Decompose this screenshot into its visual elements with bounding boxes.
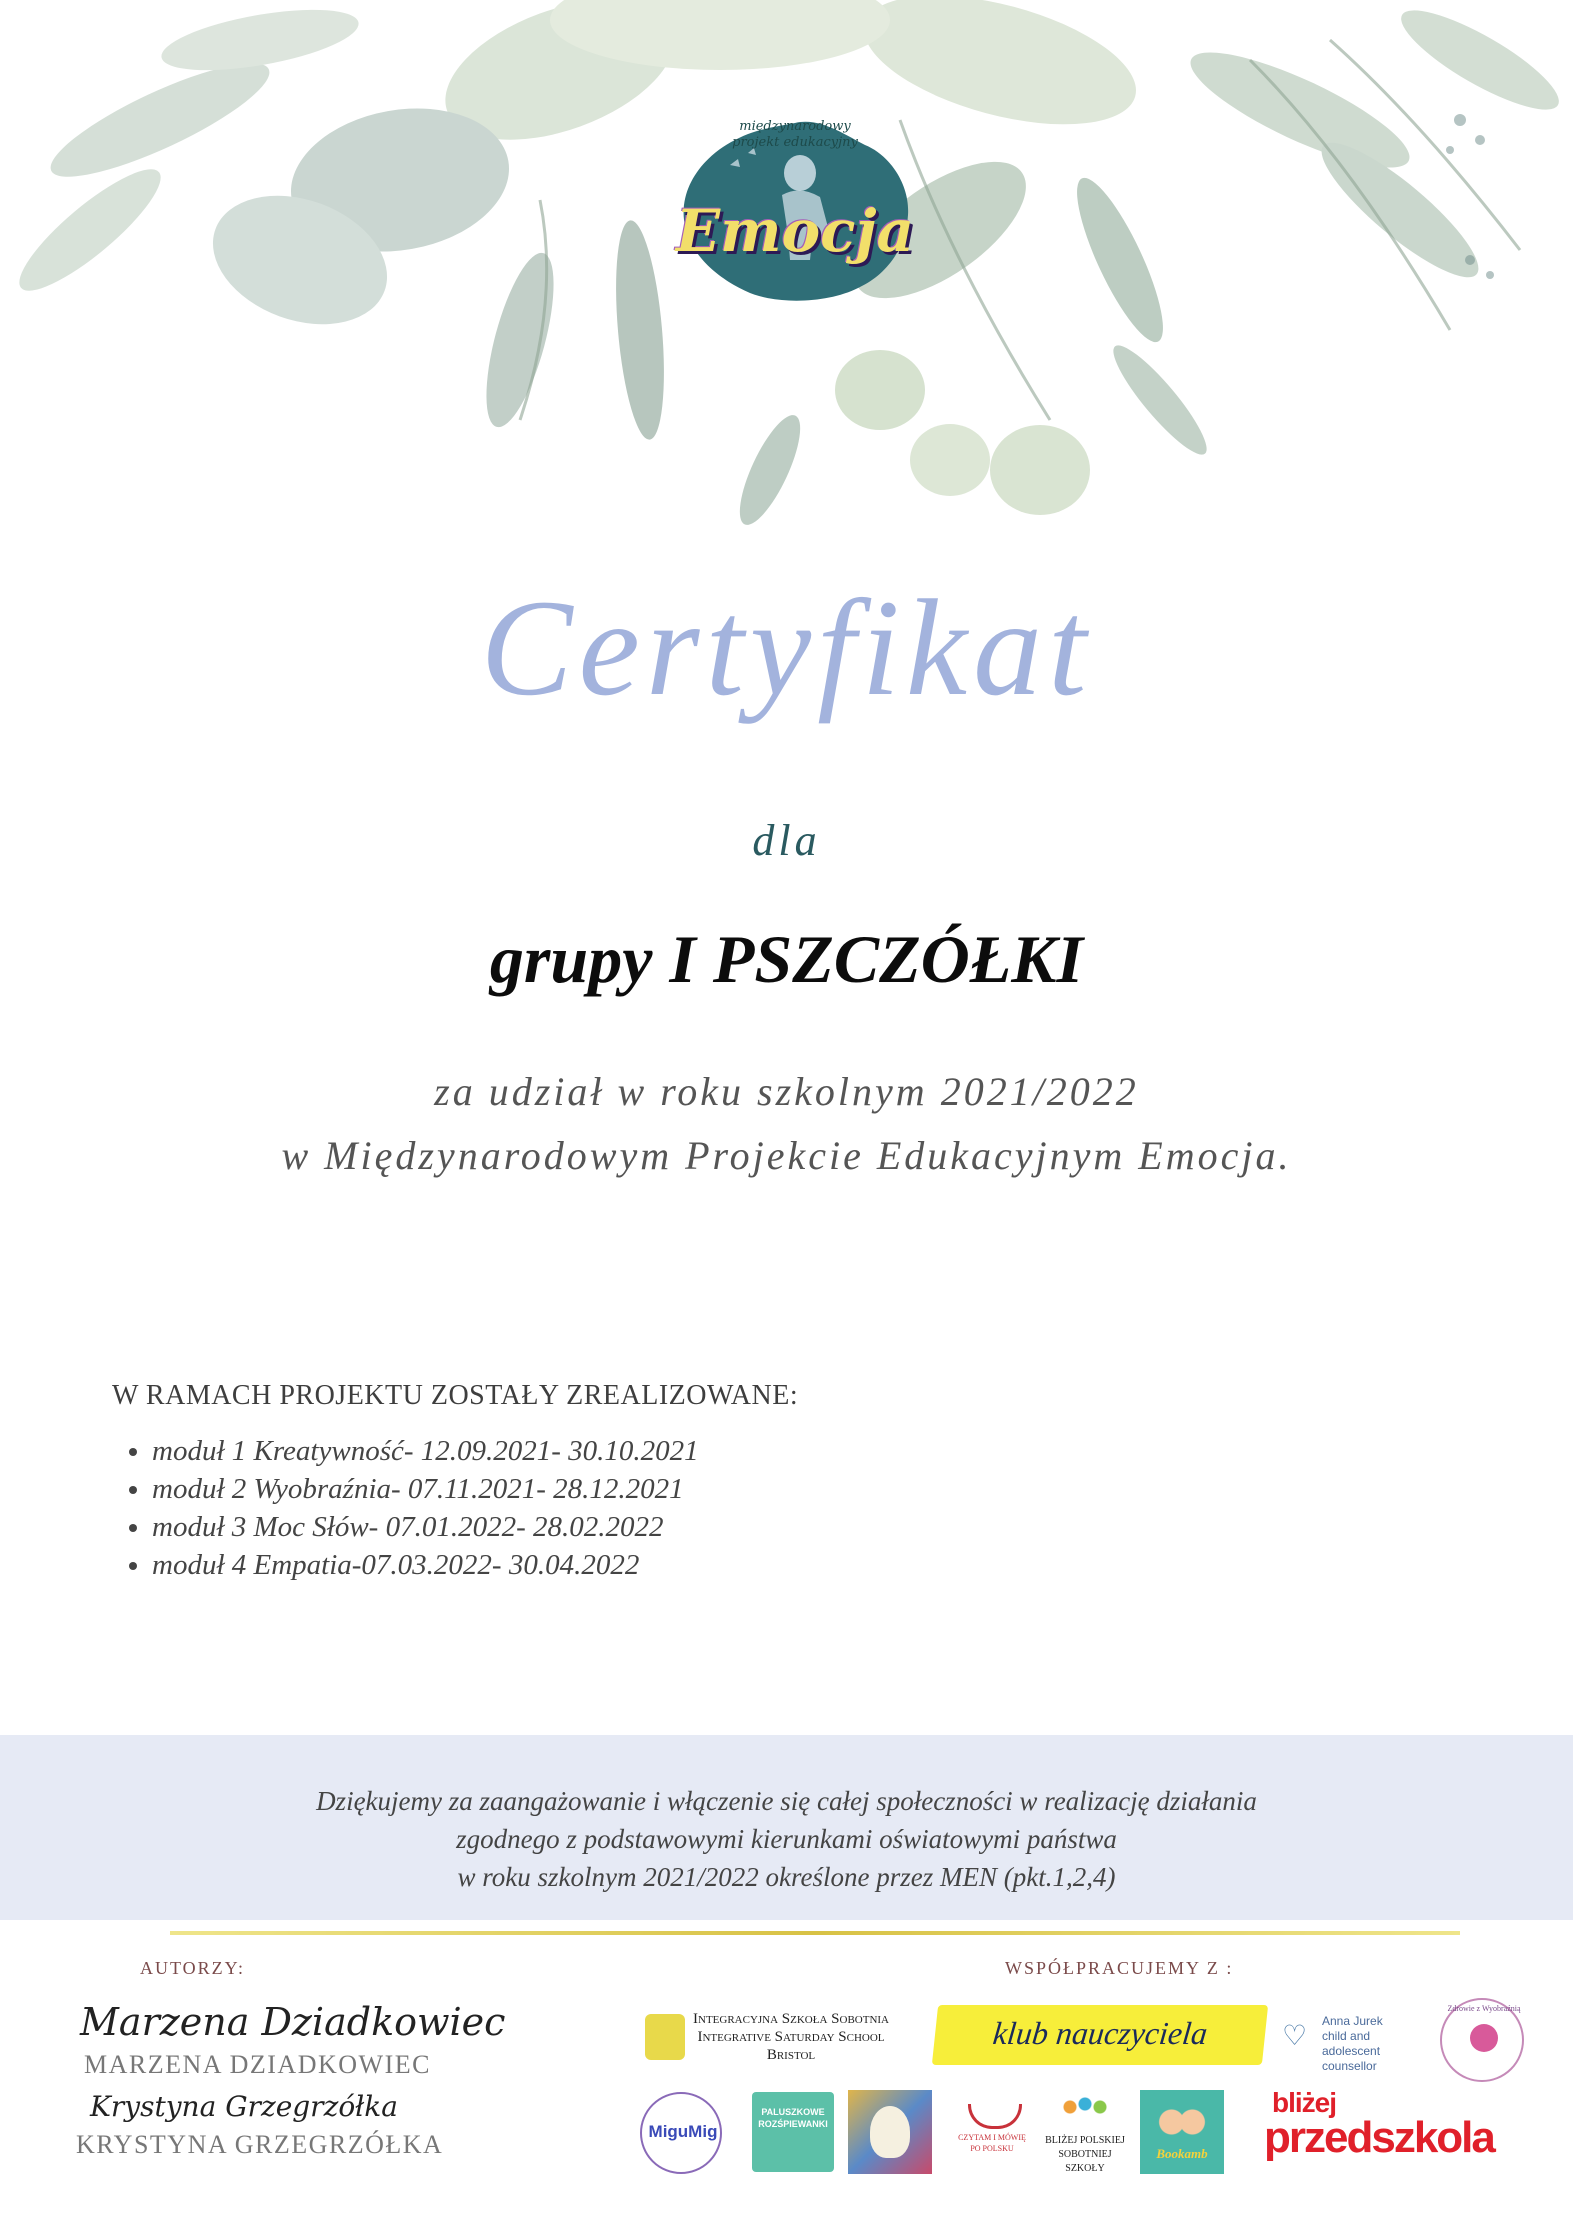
partner-integracyjna-line-3: Bristol bbox=[766, 2047, 816, 2063]
partner-anna-jurek-line-3: counsellor bbox=[1322, 2059, 1377, 2073]
partner-klub-nauczyciela-logo bbox=[932, 2005, 1268, 2065]
partner-czytam-logo bbox=[950, 2100, 1034, 2166]
partner-migumig-logo bbox=[640, 2092, 722, 2174]
logo-tagline-2: projekt edukacyjny bbox=[732, 135, 858, 150]
partner-blizej-przedszkola-logo bbox=[1260, 2088, 1520, 2174]
heart-icon: ♡ bbox=[1282, 2019, 1308, 2052]
list-item: • moduł 4 Empatia-07.03.2022- 30.04.2022 bbox=[152, 1546, 699, 1584]
kids-icon bbox=[1156, 2104, 1208, 2140]
partner-blizej-przedszkola-word-1: bliżej bbox=[1272, 2087, 1337, 2118]
author-name-2: KRYSTYNA GRZEGRZÓŁKA bbox=[76, 2130, 444, 2159]
signature-2: Krystyna Grzegrzółka bbox=[90, 2090, 398, 2123]
partner-integracyjna-logo bbox=[645, 2008, 925, 2068]
partner-anna-jurek-line-2: child and adolescent bbox=[1322, 2029, 1381, 2058]
purpose-line-1: za udział w roku szkolnym 2021/2022 bbox=[434, 1069, 1139, 1114]
author-name-1: MARZENA DZIADKOWIEC bbox=[84, 2050, 431, 2079]
partner-blizej-polskiej-logo bbox=[1040, 2088, 1130, 2174]
partner-bookomb-logo bbox=[1140, 2090, 1224, 2174]
recipient-name: grupy I PSZCZÓŁKI bbox=[489, 921, 1084, 997]
list-item: • moduł 3 Moc Słów- 07.01.2022- 28.02.2022 bbox=[152, 1508, 699, 1546]
partners-label: WSPÓŁPRACUJEMY Z : bbox=[1005, 1958, 1234, 1978]
divider bbox=[170, 1931, 1460, 1935]
partner-blizej-polskiej-line-1: BLIŻEJ POLSKIEJ bbox=[1045, 2135, 1125, 2146]
partner-integracyjna-line-2: Integrative Saturday School bbox=[697, 2029, 885, 2045]
list-item: • moduł 1 Kreatywność- 12.09.2021- 30.10.2021 bbox=[152, 1432, 699, 1470]
thanks-line-3: w roku szkolnym 2021/2022 określone przez MEN (pkt.1,2,4) bbox=[457, 1862, 1116, 1892]
certificate-title: Certyfikat bbox=[480, 571, 1093, 724]
colorful-dots-icon bbox=[1060, 2092, 1110, 2122]
certificate-purpose bbox=[0, 1060, 1573, 1188]
partner-blizej-przedszkola-word-2: przedszkola bbox=[1264, 2113, 1494, 2162]
logo-tagline-1: międzynarodowy bbox=[739, 119, 851, 134]
partner-blizej-polskiej-line-2: SOBOTNIEJ SZKOŁY bbox=[1058, 2149, 1112, 2174]
book-icon bbox=[968, 2104, 1022, 2129]
thanks-text bbox=[0, 1782, 1573, 1896]
partner-klub-text: klub nauczyciela bbox=[991, 2015, 1210, 2051]
partner-head-lightbulb-logo bbox=[848, 2090, 932, 2174]
thanks-line-2: zgodnego z podstawowymi kierunkami oświatowymi państwa bbox=[456, 1824, 1117, 1854]
modules-list bbox=[120, 1432, 699, 1584]
logo-wordmark: Emocja bbox=[675, 197, 915, 265]
signature-1: Marzena Dziadkowiec bbox=[80, 2000, 506, 2044]
partner-migumig-text: MiguMig bbox=[648, 2122, 718, 2141]
thanks-line-1: Dziękujemy za zaangażowanie i włączenie się całej społeczności w realizację działania bbox=[316, 1786, 1257, 1816]
partner-zdrowie-logo bbox=[1440, 1998, 1524, 2082]
for-label: dla bbox=[752, 816, 821, 865]
partner-integracyjna-line-1: Integracyjna Szkoła Sobotnia bbox=[693, 2011, 890, 2027]
partner-paluszkowe-logo bbox=[752, 2092, 834, 2172]
partner-anna-jurek-logo bbox=[1280, 2010, 1430, 2073]
partner-anna-jurek-name: Anna Jurek bbox=[1322, 2014, 1383, 2028]
authors-label: AUTORZY: bbox=[140, 1958, 246, 1978]
partner-paluszkowe-line-1: PALUSZKOWE bbox=[761, 2107, 825, 2117]
puzzle-icon bbox=[645, 2014, 685, 2060]
emocja-logo bbox=[670, 115, 920, 305]
modules-heading: W RAMACH PROJEKTU ZOSTAŁY ZREALIZOWANE: bbox=[112, 1380, 799, 1411]
lightbulb-icon bbox=[870, 2106, 910, 2158]
partner-czytam-line-1: CZYTAM I MÓWIĘ bbox=[958, 2133, 1026, 2142]
tree-icon bbox=[1470, 2024, 1498, 2052]
partner-zdrowie-text: Zdrowie z Wyobraźnią bbox=[1447, 2004, 1521, 2013]
partner-bookomb-text: Bookamb bbox=[1156, 2146, 1208, 2161]
purpose-line-2: w Międzynarodowym Projekcie Edukacyjnym Emocja. bbox=[281, 1133, 1292, 1178]
list-item: • moduł 2 Wyobraźnia- 07.11.2021- 28.12.2021 bbox=[152, 1470, 699, 1508]
partner-paluszkowe-line-2: ROZŚPIEWANKI bbox=[758, 2119, 828, 2129]
partner-czytam-line-2: PO POLSKU bbox=[970, 2144, 1014, 2153]
